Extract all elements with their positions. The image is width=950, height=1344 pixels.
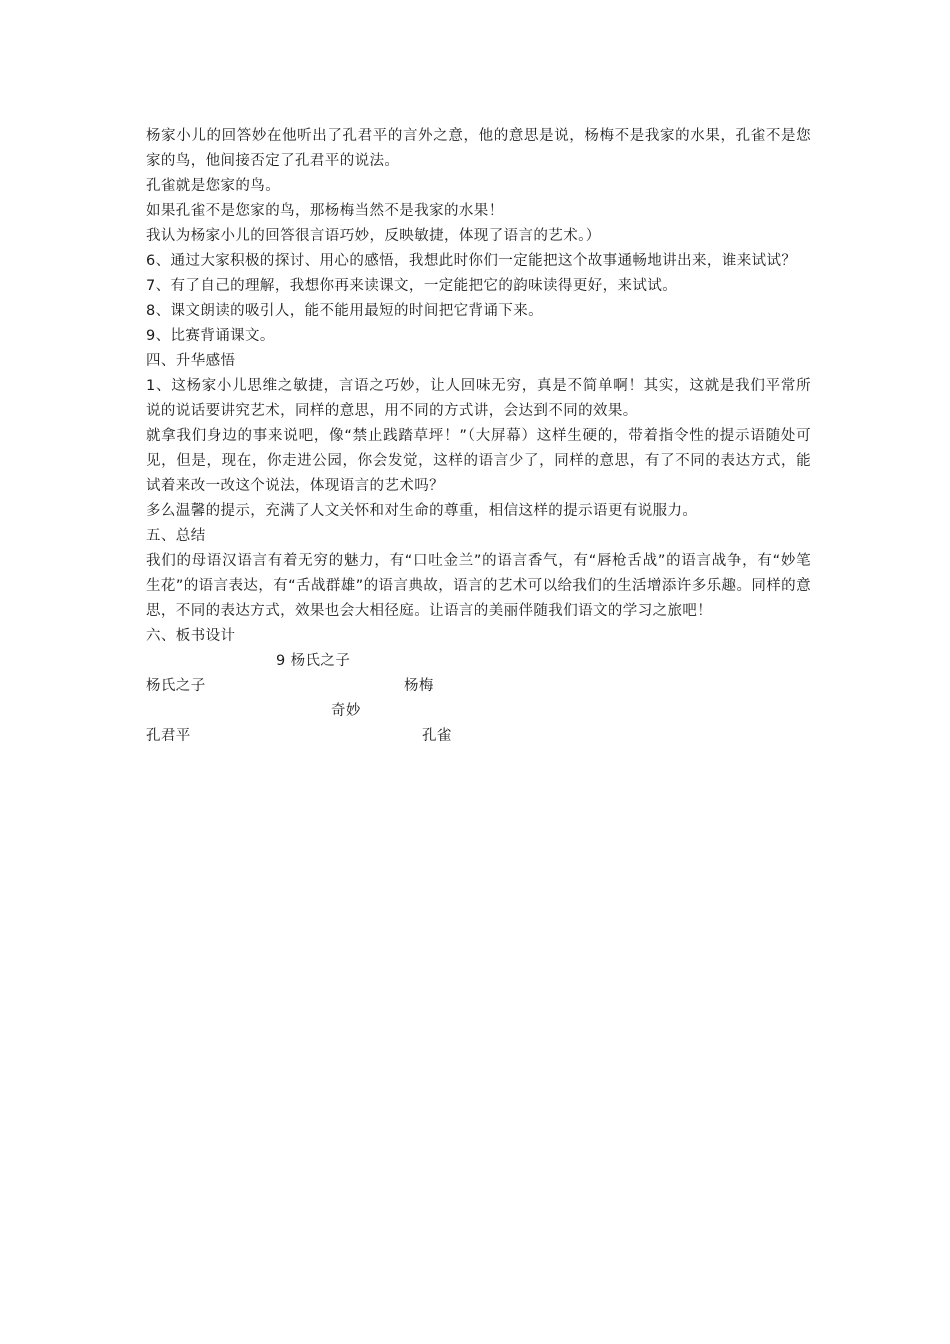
document-body: [146, 124, 811, 749]
section-heading-6: 六、板书设计: [146, 628, 236, 644]
paragraph-opinion: 我认为杨家小儿的回答很言语巧妙，反映敏捷，体现了语言的艺术。）: [146, 228, 601, 244]
list-item-8: 8、课文朗读的吸引人，能不能用最短的时间把它背诵下来。: [146, 303, 544, 319]
section-heading-5: 五、总结: [146, 528, 206, 544]
board-left-top: 杨氏之子: [146, 678, 206, 694]
list-item-9: 9、比赛背诵课文。: [146, 328, 275, 344]
paragraph-reflection-1: 1、这杨家小儿思维之敏捷，言语之巧妙，让人回味无穷，真是不简单啊！其实，这就是我们平常所说的说话要讲究艺术，同样的意思，用不同的方式讲，会达到不同的效果。: [146, 378, 811, 419]
board-center: 奇妙: [331, 703, 361, 719]
board-left-bottom: 孔君平: [146, 728, 191, 744]
paragraph-reverse-reasoning: 如果孔雀不是您家的鸟，那杨梅当然不是我家的水果！: [146, 203, 504, 219]
list-item-7: 7、有了自己的理解，我想你再来读课文，一定能把它的韵味读得更好，来试试。: [146, 278, 678, 294]
list-item-6: 6、通过大家积极的探讨、用心的感悟，我想此时你们一定能把这个故事通畅地讲出来，谁来试试？: [146, 253, 797, 269]
board-right-bottom: 孔雀: [422, 728, 452, 744]
paragraph-summary: 我们的母语汉语言有着无穷的魅力，有“口吐金兰”的语言香气，有“唇枪舌战”的语言战争，有“妙笔生花”的语言表达，有“舌战群雄”的语言典故，语言的艺术可以给我们的生活增添许多乐趣。同样的意思，不同的表达方式，效果也会大相径庭。让语言的美丽伴随我们语文的学习之旅吧！: [146, 553, 811, 619]
paragraph-warm-hint: 多么温馨的提示，充满了人文关怀和对生命的尊重，相信这样的提示语更有说服力。: [146, 503, 698, 519]
paragraph-answer-explanation: 杨家小儿的回答妙在他听出了孔君平的言外之意，他的意思是说，杨梅不是我家的水果，孔雀不是您家的鸟，他间接否定了孔君平的说法。: [146, 128, 811, 169]
section-heading-4: 四、升华感悟: [146, 353, 236, 369]
board-title: 9 杨氏之子: [276, 653, 351, 669]
paragraph-peacock-statement: 孔雀就是您家的鸟。: [146, 178, 281, 194]
paragraph-example: 就拿我们身边的事来说吧，像“禁止践踏草坪！”（大屏幕）这样生硬的，带着指令性的提示语随处可见，但是，现在，你走进公园，你会发觉，这样的语言少了，同样的意思，有了不同的表达方式，能试着来改一改这个说法，体现语言的艺术吗？: [146, 428, 811, 494]
board-right-top: 杨梅: [404, 678, 434, 694]
blackboard-design: [146, 649, 811, 749]
